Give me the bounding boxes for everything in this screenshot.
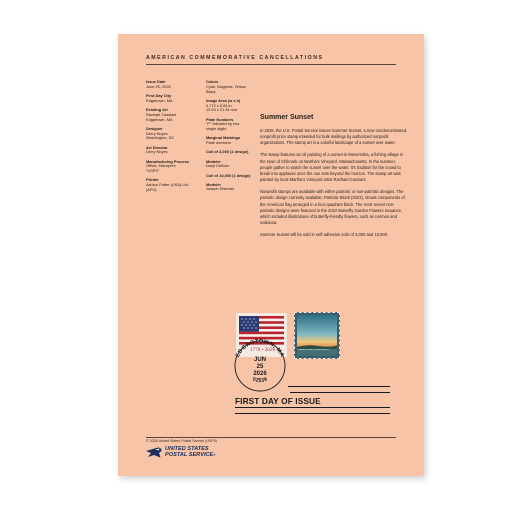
souvenir-page xyxy=(118,34,424,476)
detail-colors: Colors Cyan, Magenta, Yellow, Black xyxy=(206,79,247,94)
cancel-line-2 xyxy=(290,392,390,393)
description-paragraph-4: Summer Sunset will be sold in self-adhesive coils of 3,000 and 10,000. xyxy=(260,232,389,238)
detail-coil-3000: Coil of 3,000 (1 design) xyxy=(206,149,249,155)
detail-image-area: Image Area (w x h) 0.772 x 0.84 in. 19.54 x 21.34 mm xyxy=(206,97,241,113)
usps-logo xyxy=(146,446,216,458)
postmark-city: EDGARTOWN, MA xyxy=(234,338,286,359)
page-header: AMERICAN COMMEMORATIVE CANCELLATIONS xyxy=(146,55,324,61)
description-paragraph-3: Nonprofit stamps are available with either patriotic or non-patriotic designs. The patriotic design currently available, Patriotic Block (2023), shows components of the American flag arranged in a four-quadrant block. The most recent non-patriotic designs were featured in the 2022 Butterfly Garden Flowers issuance, which included illustrations of butterfly-friendly flowers, such as cosmos and scabiosa. xyxy=(260,189,405,226)
cancel-line-4 xyxy=(235,413,390,414)
postmark-day: 25 xyxy=(256,364,264,370)
detail-issue-date: Issue Date June 25, 2026 xyxy=(146,79,171,89)
eagle-icon xyxy=(146,447,162,458)
detail-existing-art: Existing Art Rachael Cassiani Edgartown, MA xyxy=(146,106,177,122)
detail-modeler-2: Modeler Joseph Sheeran xyxy=(206,181,235,192)
detail-modeler-1: Modeler Daryl DeBoer xyxy=(206,158,230,169)
cancel-line-1 xyxy=(288,386,390,387)
postmark-month: JUN xyxy=(253,357,267,363)
usps-logo-line1: UNITED STATES xyxy=(165,446,209,452)
copyright-notice: © 2026 United States Postal Service (USPS) xyxy=(146,439,218,443)
detail-manufacturing-process: Manufacturing Process Offset, Microprint "USPS" xyxy=(146,158,190,174)
stamp-title: Summer Sunset xyxy=(260,114,314,121)
usps-logo-line2: POSTAL SERVICE® xyxy=(165,452,216,458)
first-day-postmark xyxy=(230,336,290,396)
summer-sunset-stamp xyxy=(294,312,340,359)
flag-stamp-caption: 1776 • 2026 xyxy=(249,347,276,353)
stamp-description xyxy=(260,128,408,244)
detail-plate-numbers: Plate Numbers "P" followed by four single digits xyxy=(206,116,240,132)
sunset-stamp-caption: SUMMER SUNSET USA NONPROFIT xyxy=(298,349,329,351)
details-column-left xyxy=(146,80,198,197)
detail-printer: Printer Ashton Potter (USA) Ltd. (APU) xyxy=(146,177,189,192)
detail-first-day-city: First Day City Edgartown, MA xyxy=(146,92,173,103)
detail-designer: Designer Derry Noyes Washington, DC xyxy=(146,125,175,141)
detail-art-director: Art Director Derry Noyes xyxy=(146,144,168,155)
details-column-middle xyxy=(206,80,256,197)
first-day-of-issue-label: FIRST DAY OF ISSUE xyxy=(235,396,321,406)
header-rule xyxy=(146,64,396,65)
cancel-line-3 xyxy=(235,407,390,408)
description-paragraph-2: The stamp features an oil painting of a sunset in Menemsha, a fishing village in the town of Chilmark on Martha's Vineyard, Massachusetts. In the summer, people gather to watch the sunset over the water. It's tradition for the crowd to break into applause once the sun sets beyond the horizon. The stamp art was painted by local Martha's Vineyard artist Rachael Cassiani. xyxy=(260,152,404,183)
postmark-year: 2026 xyxy=(253,371,267,377)
detail-marginal-markings: Marginal Markings Plate numbers xyxy=(206,135,241,146)
detail-coil-10000: Coil of 10,000 (1 design) xyxy=(206,172,251,178)
postmark-zip: 02539 xyxy=(251,376,269,384)
description-paragraph-1: In 2026, the U.S. Postal Service issues Summer Sunset, a new nondenominated, nonprofit price stamp intended for bulk mailings by authorized nonprofit organizations. The stamp art is a colorful landscape of a sunset over water. xyxy=(260,128,408,146)
footer-rule xyxy=(146,437,396,438)
